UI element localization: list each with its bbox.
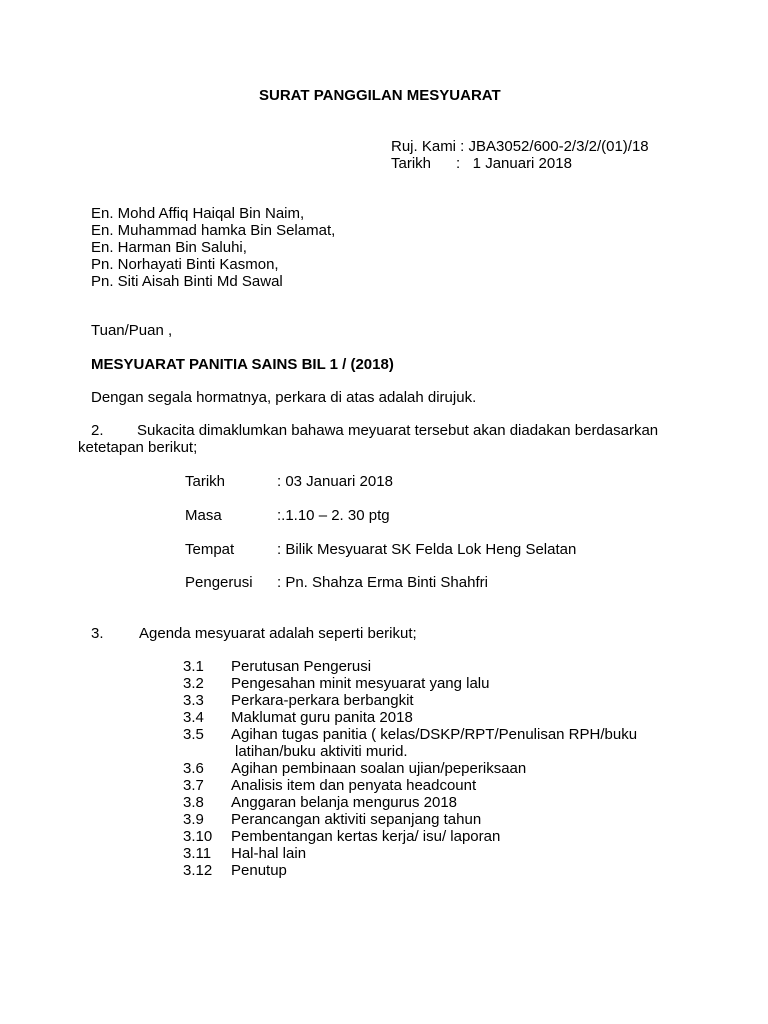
reference-number: Ruj. Kami : JBA3052/600-2/3/2/(01)/18 bbox=[391, 138, 649, 155]
agenda-number: 3.3 bbox=[183, 692, 204, 709]
agenda-text: latihan/buku aktiviti murid. bbox=[235, 743, 408, 760]
agenda-number: 3.5 bbox=[183, 726, 204, 743]
reference-block bbox=[391, 138, 649, 172]
agenda-text: Agihan pembinaan soalan ujian/peperiksaan bbox=[231, 760, 527, 777]
paragraph-text: Sukacita dimaklumkan bahawa meyuarat tersebut akan diadakan berdasarkan bbox=[137, 422, 659, 439]
detail-value: : Pn. Shahza Erma Binti Shahfri bbox=[277, 574, 488, 591]
agenda-text: Penutup bbox=[231, 862, 287, 879]
paragraph-number: 2. bbox=[91, 422, 104, 439]
detail-label: Pengerusi bbox=[185, 574, 253, 591]
agenda-text: Agihan tugas panitia ( kelas/DSKP/RPT/Penulisan RPH/buku bbox=[231, 726, 638, 743]
detail-label: Tempat bbox=[185, 541, 235, 558]
detail-value: :.1.10 – 2. 30 ptg bbox=[277, 507, 390, 524]
intro-paragraph: Dengan segala hormatnya, perkara di atas adalah dirujuk. bbox=[91, 389, 477, 406]
agenda-text: Hal-hal lain bbox=[231, 845, 307, 862]
agenda-text: Pembentangan kertas kerja/ isu/ laporan bbox=[231, 828, 501, 845]
agenda-number: 3.7 bbox=[183, 777, 204, 794]
recipient: En. Mohd Affiq Haiqal Bin Naim, bbox=[91, 205, 305, 222]
letter-title: SURAT PANGGILAN MESYUARAT bbox=[259, 87, 501, 104]
paragraph-number: 3. bbox=[91, 625, 104, 642]
agenda-number: 3.1 bbox=[183, 658, 204, 675]
detail-label: Masa bbox=[185, 507, 222, 524]
agenda-text: Perkara-perkara berbangkit bbox=[231, 692, 414, 709]
agenda-text: Perancangan aktiviti sepanjang tahun bbox=[231, 811, 482, 828]
agenda-number: 3.2 bbox=[183, 675, 204, 692]
detail-label: Tarikh bbox=[185, 473, 226, 490]
paragraph-text: Agenda mesyuarat adalah seperti berikut; bbox=[139, 625, 417, 642]
detail-value: : 03 Januari 2018 bbox=[277, 473, 393, 490]
agenda-number: 3.8 bbox=[183, 794, 204, 811]
salutation: Tuan/Puan , bbox=[91, 322, 173, 339]
subject-heading: MESYUARAT PANITIA SAINS BIL 1 / (2018) bbox=[91, 356, 394, 373]
recipient: Pn. Siti Aisah Binti Md Sawal bbox=[91, 273, 283, 290]
paragraph-text: ketetapan berikut; bbox=[78, 439, 198, 456]
agenda-number: 3.10 bbox=[183, 828, 213, 845]
recipient: En. Muhammad hamka Bin Selamat, bbox=[91, 222, 336, 239]
agenda-number: 3.11 bbox=[183, 845, 212, 862]
agenda-number: 3.12 bbox=[183, 862, 213, 879]
agenda-text: Pengesahan minit mesyuarat yang lalu bbox=[231, 675, 490, 692]
agenda-number: 3.4 bbox=[183, 709, 204, 726]
recipient-list bbox=[91, 205, 335, 290]
agenda-text: Maklumat guru panita 2018 bbox=[231, 709, 413, 726]
agenda-number: 3.6 bbox=[183, 760, 204, 777]
recipient: Pn. Norhayati Binti Kasmon, bbox=[91, 256, 279, 273]
agenda-text: Anggaran belanja mengurus 2018 bbox=[231, 794, 458, 811]
letter-date: Tarikh : 1 Januari 2018 bbox=[391, 155, 572, 172]
agenda-text: Analisis item dan penyata headcount bbox=[231, 777, 477, 794]
agenda-number: 3.9 bbox=[183, 811, 204, 828]
recipient: En. Harman Bin Saluhi, bbox=[91, 239, 247, 256]
detail-value: : Bilik Mesyuarat SK Felda Lok Heng Selatan bbox=[277, 541, 577, 558]
agenda-text: Perutusan Pengerusi bbox=[231, 658, 372, 675]
